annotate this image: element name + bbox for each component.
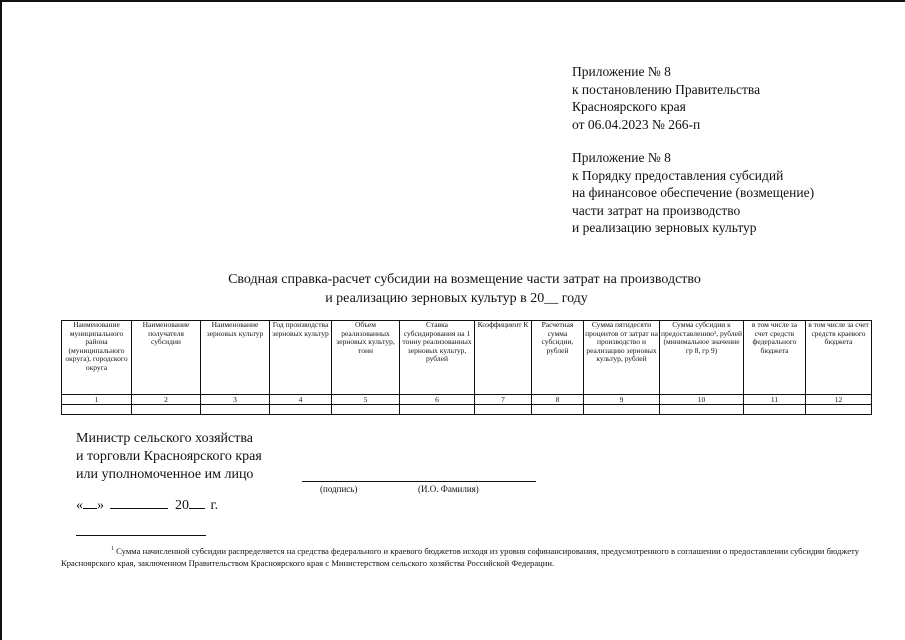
column-number: 12 (806, 395, 872, 405)
appendix-line: Красноярского края (572, 99, 686, 114)
table-cell (806, 405, 872, 415)
appendix-line: к постановлению Правительства (572, 81, 761, 97)
title-line-1: Сводная справка-расчет субсидии на возмещение части затрат на производство (228, 272, 701, 287)
day-blank (83, 496, 97, 509)
header-cell: Сумма пятидесяти процентов от затрат на производство и реализацию зерновых культур, рублей (584, 321, 660, 395)
name-caption: (И.О. Фамилия) (418, 484, 479, 494)
scan-border-top (0, 0, 905, 2)
empty-data-row (62, 405, 872, 415)
appendix-line: части затрат на производство (572, 202, 741, 218)
table-cell (532, 405, 584, 415)
document-title (0, 270, 905, 308)
column-number: 5 (332, 395, 400, 405)
title-line-2: и реализацию зерновых культур в 20__ году (325, 291, 588, 306)
year-prefix: 20 (175, 498, 189, 513)
subsidy-summary-table (61, 320, 872, 415)
table-cell (201, 405, 270, 415)
appendix-line: к Порядку предоставления субсидий (572, 167, 784, 183)
table-cell (475, 405, 532, 415)
column-number: 8 (532, 395, 584, 405)
table-cell (744, 405, 806, 415)
signer-block (76, 430, 262, 484)
table-header-row (62, 321, 872, 395)
appendix-line: на финансовое обеспечение (возмещение) (572, 185, 815, 200)
footnote-text: Сумма начисленной субсидии распределяется на средства федерального и краевого бюджетов исходя из уровня софинансирования, предусмотренного в соглашении о предоставлении субсидии бюджету Красноярского края, заключенном Правительством Красноярского края с Министерством сельского хозяйства Российской Федерации. (61, 546, 859, 568)
year-blank (189, 496, 205, 509)
year-suffix: г. (210, 498, 219, 513)
header-cell: Наименование муниципального района (муниципального округа), городского округа (62, 321, 132, 395)
column-number: 10 (660, 395, 744, 405)
scan-border-left (0, 0, 2, 640)
appendix-line: и реализацию зерновых культур (572, 220, 757, 235)
header-cell: Наименование получателя субсидии (132, 321, 201, 395)
header-cell: Ставка субсидирования на 1 тонну реализованных зерновых культур, рублей (400, 321, 475, 395)
header-cell: Расчетная сумма субсидии, рублей (532, 321, 584, 395)
signer-line-3: или уполномоченное им лицо (76, 467, 254, 482)
column-number: 1 (62, 395, 132, 405)
signer-line-2: и торговли Красноярского края (76, 449, 262, 464)
header-cell: Сумма субсидии к предоставлению¹, рублей (минимальное значение гр 8, гр 9) (660, 321, 744, 395)
column-number: 6 (400, 395, 475, 405)
table-cell (332, 405, 400, 415)
signer-line-1: Министр сельского хозяйства (76, 431, 253, 446)
table-cell (270, 405, 332, 415)
date-open-quote: « (76, 498, 83, 513)
table-cell (584, 405, 660, 415)
header-cell: Год производства зерновых культур (270, 321, 332, 395)
date-close-quote: » (97, 498, 104, 513)
appendix-line: Приложение № 8 (572, 150, 671, 165)
table-cell (132, 405, 201, 415)
footnote-marker: 1 (111, 546, 114, 553)
signature-caption: (подпись) (320, 484, 358, 494)
appendix-line: Приложение № 8 (572, 64, 671, 79)
footnote-separator (76, 535, 206, 536)
header-cell: в том числе за счет средств краевого бюджета (806, 321, 872, 395)
table-cell (62, 405, 132, 415)
table-cell (400, 405, 475, 415)
month-blank (110, 496, 168, 509)
header-cell: Коэффициент К (475, 321, 532, 395)
appendix-procedure-header (572, 149, 814, 237)
column-number: 11 (744, 395, 806, 405)
signature-line (302, 481, 536, 482)
column-number: 7 (475, 395, 532, 405)
appendix-line: от 06.04.2023 № 266-п (572, 116, 701, 132)
table-cell (660, 405, 744, 415)
column-number: 3 (201, 395, 270, 405)
date-line (76, 496, 218, 514)
appendix-resolution-header (572, 63, 760, 133)
footnote (61, 545, 859, 569)
header-cell: Наименование зерновых культур (201, 321, 270, 395)
column-number: 2 (132, 395, 201, 405)
column-number: 4 (270, 395, 332, 405)
header-cell: в том числе за счет средств федерального бюджета (744, 321, 806, 395)
column-number-row (62, 395, 872, 405)
column-number: 9 (584, 395, 660, 405)
header-cell: Объем реализованных зерновых культур, тонн (332, 321, 400, 395)
